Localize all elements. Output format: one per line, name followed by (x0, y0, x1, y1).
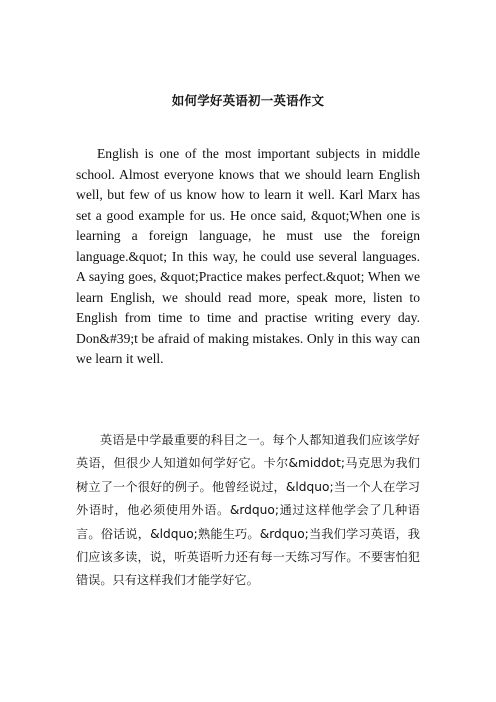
english-paragraph: English is one of the most important subjects in middle school. Almost everyone knows that we should learn English well, but few of us know how to learn it well. Karl Marx has set a good example for us. He once said, &quot;When one is learning a foreign language, he must use the foreign language.&quot; In this way, he could use several languages. A saying goes, &quot;Practice makes perfect.&quot; When we learn English, we should read more, speak more, listen to English from time to time and practise writing every day. Don&#39;t be afraid of making mistakes. Only in this way can we learn it well. (76, 146, 420, 366)
chinese-paragraph: 英语是中学最重要的科目之一。每个人都知道我们应该学好英语，但很少人知道如何学好它。卡尔&middot;马克思为我们树立了一个很好的例子。他曾经说过，&ldquo;当一个人在学习外语时，他必须使用外语。&rdquo;通过这样他学会了几种语言。俗话说，&ldquo;熟能生巧。&rdquo;当我们学习英语，我们应该多读，说，听英语听力还有每一天练习写作。不要害怕犯错误。只有这样我们才能学好它。 (76, 433, 420, 588)
document-title: 如何学好英语初一英语作文 (171, 93, 325, 108)
